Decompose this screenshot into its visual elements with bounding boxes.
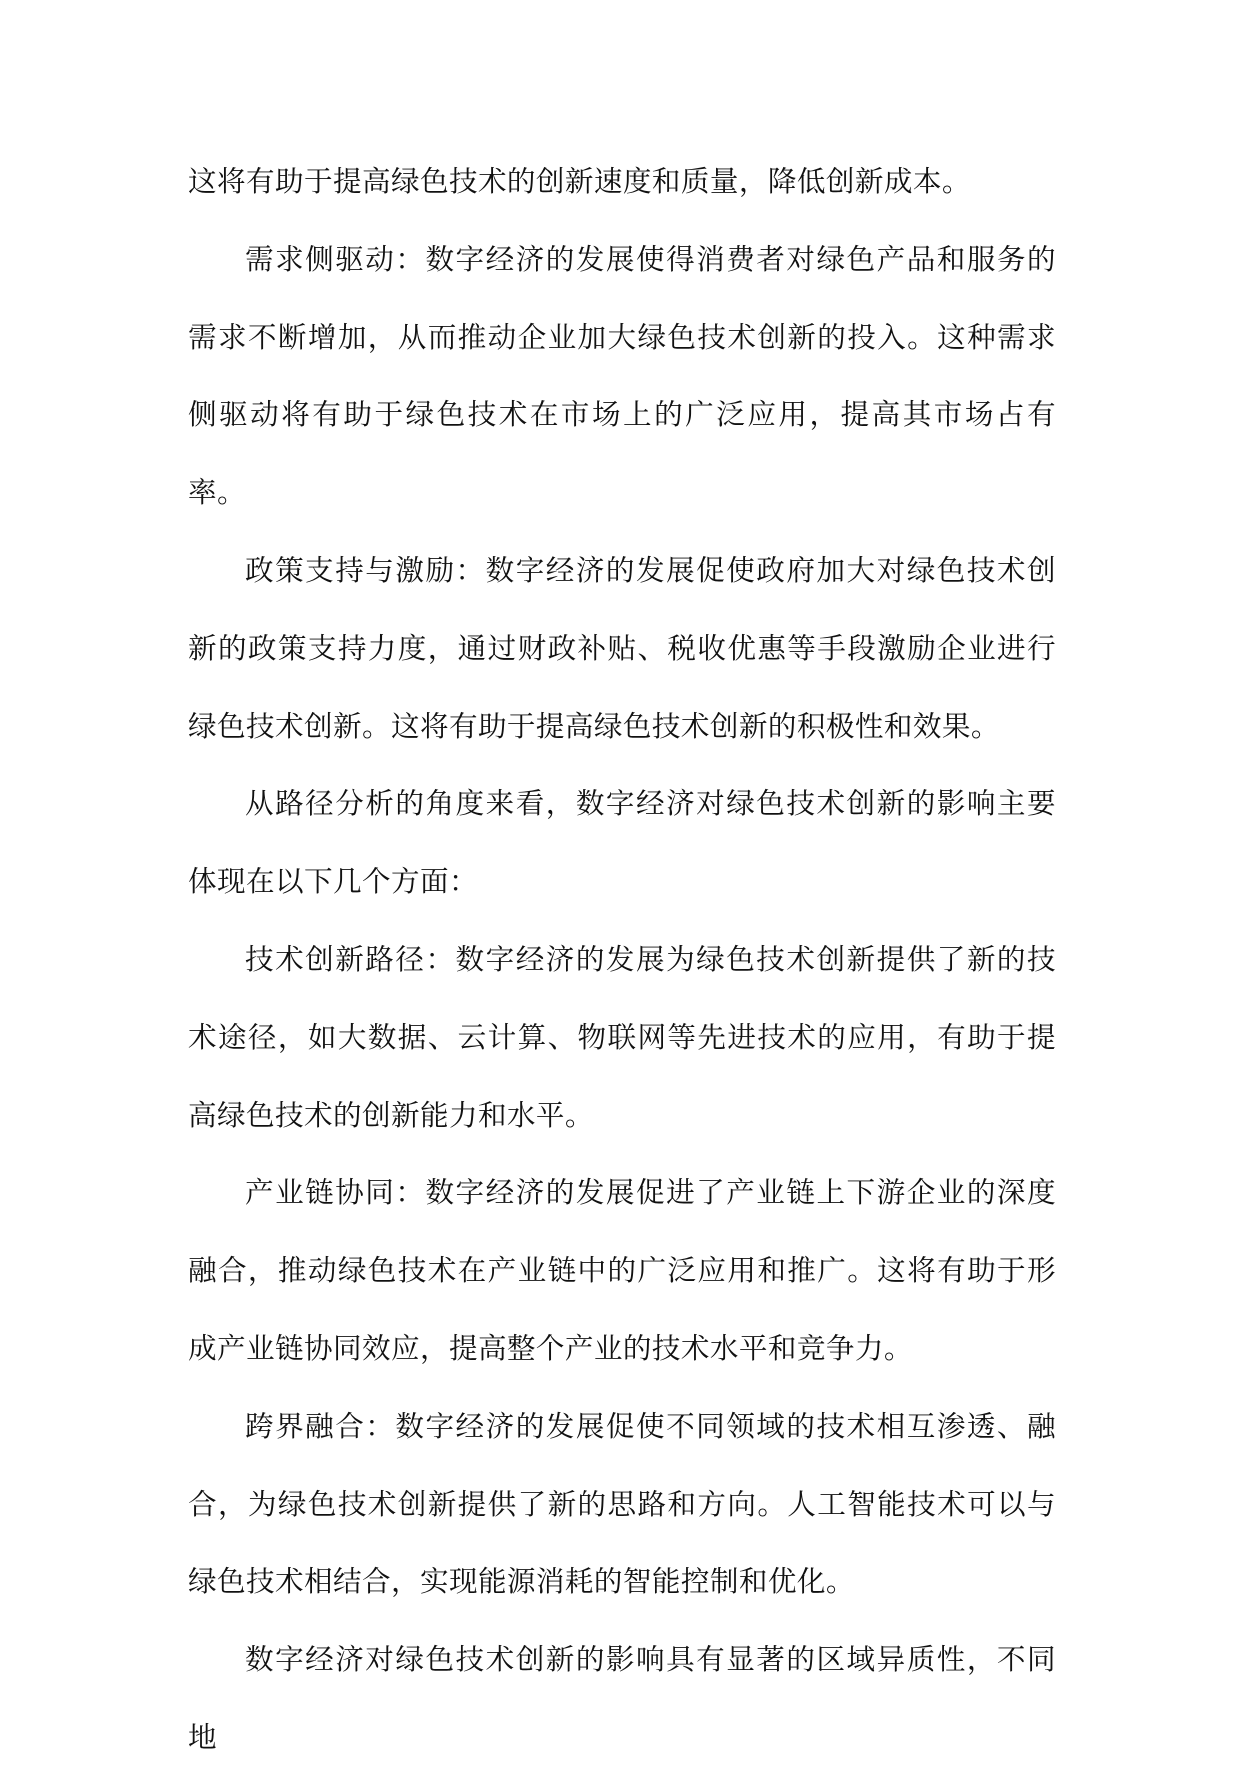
- paragraph-tech-innovation-path: 技术创新路径：数字经济的发展为绿色技术创新提供了新的技术途径，如大数据、云计算、物联网等先进技术的应用，有助于提高绿色技术的创新能力和水平。: [188, 941, 1056, 1132]
- paragraph-regional: 数字经济对绿色技术创新的影响具有显著的区域异质性，不同地: [188, 1642, 1056, 1754]
- paragraph-cross-border: 跨界融合：数字经济的发展促使不同领域的技术相互渗透、融合，为绿色技术创新提供了新的思路和方向。人工智能技术可以与绿色技术相结合，实现能源消耗的智能控制和优化。: [188, 1408, 1056, 1599]
- paragraph-policy-support: 政策支持与激励：数字经济的发展促使政府加大对绿色技术创新的政策支持力度，通过财政补贴、税收优惠等手段激励企业进行绿色技术创新。这将有助于提高绿色技术创新的积极性和效果。: [188, 552, 1056, 743]
- paragraph-path-analysis: 从路径分析的角度来看，数字经济对绿色技术创新的影响主要体现在以下几个方面：: [188, 786, 1056, 899]
- paragraph-demand-side: 需求侧驱动：数字经济的发展使得消费者对绿色产品和服务的需求不断增加，从而推动企业加大绿色技术创新的投入。这种需求侧驱动将有助于绿色技术在市场上的广泛应用，提高其市场占有率。: [188, 241, 1056, 510]
- paragraph-continuation: 这将有助于提高绿色技术的创新速度和质量，降低创新成本。: [188, 164, 971, 198]
- paragraph-industry-chain: 产业链协同：数字经济的发展促进了产业链上下游企业的深度融合，推动绿色技术在产业链中的广泛应用和推广。这将有助于形成产业链协同效应，提高整个产业的技术水平和竞争力。: [188, 1175, 1056, 1365]
- body-text: [188, 143, 1056, 1777]
